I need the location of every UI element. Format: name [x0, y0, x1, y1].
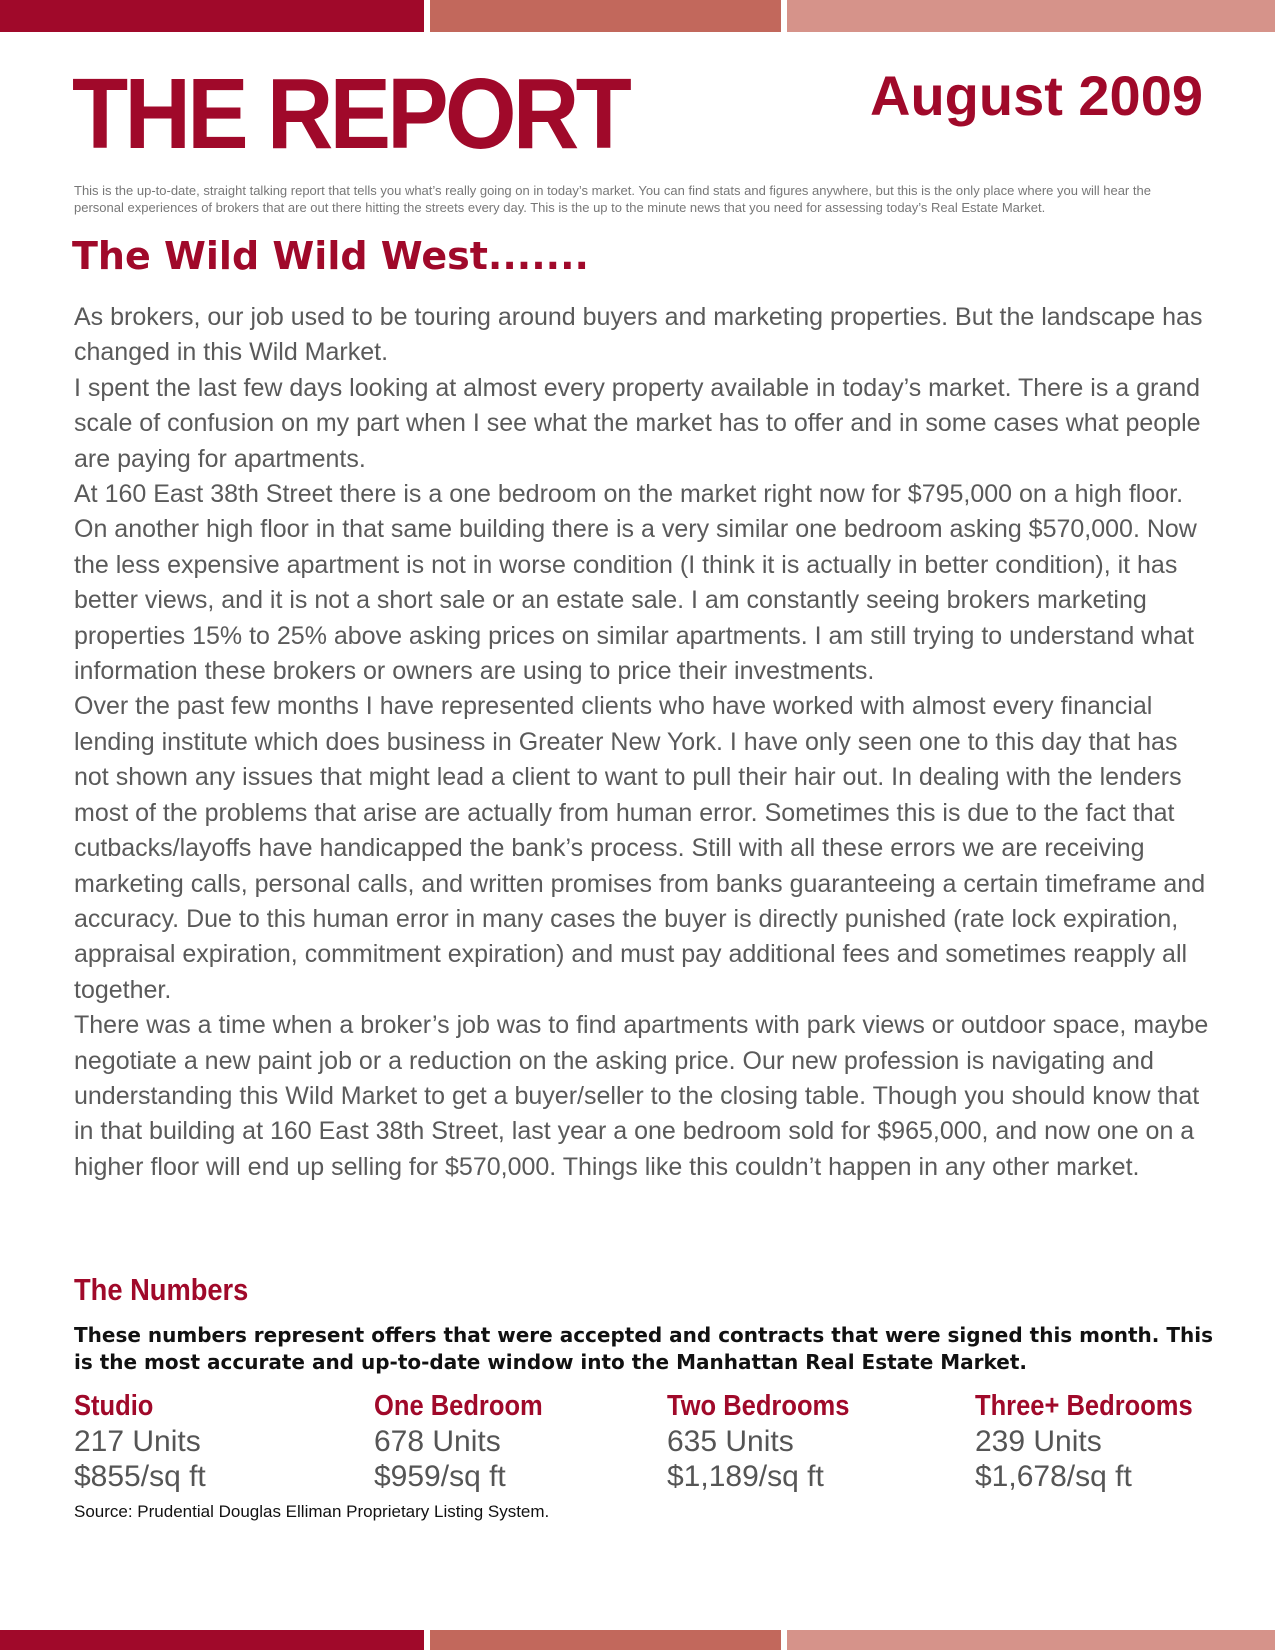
- stat-units: 678 Units: [374, 1425, 501, 1458]
- stat-label: Studio: [74, 1390, 154, 1422]
- stat-units: 635 Units: [667, 1425, 794, 1458]
- numbers-heading: The Numbers: [74, 1272, 249, 1307]
- bottom-bar-segment-dark: [0, 1630, 424, 1650]
- report-title: THE REPORT: [72, 58, 629, 170]
- source-note: Source: Prudential Douglas Elliman Proprietary Listing System.: [74, 1502, 550, 1521]
- numbers-description: These numbers represent offers that were accepted and contracts that were signed this month. This is the most accurate and up-to-date window into the Manhattan Real Estate Market.: [74, 1323, 1213, 1374]
- stat-one-bedroom: [374, 1388, 566, 1494]
- stat-price: $1,189/sq ft: [667, 1460, 824, 1493]
- stat-price: $959/sq ft: [374, 1460, 506, 1493]
- stat-label: Two Bedrooms: [667, 1390, 850, 1422]
- article-paragraph: There was a time when a broker’s job was to find apartments with park views or outdoor space, maybe negotiate a new paint job or a reduction on the asking price. Our new profession is navigating and understanding this Wild Market to get a buyer/seller to the closing table. Though you should know that in that building at 160 East 38th Street, last year a one bedroom sold for $965,000, and now one on a higher floor will end up selling for $570,000. Things like this couldn’t happen in any other market.: [74, 1011, 1209, 1181]
- bottom-bar-segment-mid: [430, 1630, 781, 1650]
- article-paragraph: As brokers, our job used to be touring around buyers and marketing properties. But the landscape has changed in this Wild Market.: [74, 303, 1203, 367]
- stat-units: 217 Units: [74, 1425, 201, 1458]
- top-bar-segment-light: [787, 0, 1275, 32]
- top-color-bar: [0, 0, 1275, 32]
- stat-two-bedrooms: [667, 1388, 874, 1494]
- article-paragraph: I spent the last few days looking at almost every property available in today’s market. There is a grand scale of confusion on my part when I see what the market has to offer and in some cases what people are paying for apartments.: [74, 373, 1201, 473]
- stat-price: $855/sq ft: [74, 1460, 206, 1493]
- stat-units: 239 Units: [975, 1425, 1102, 1458]
- article-paragraph: Over the past few months I have represented clients who have worked with almost every financial lending institute which does business in Greater New York. I have only seen one to this day that has not shown any issues that might lead a client to want to pull their hair out. In dealing with the lenders most of the problems that arise are actually from human error. Sometimes this is due to the fact that cutbacks/layoffs have handicapped the bank’s process. Still with all these errors we are receiving marketing calls, personal calls, and written promises from banks guaranteeing a certain timeframe and accuracy. Due to this human error in many cases the buyer is directly punished (rate lock expiration, appraisal expiration, commitment expiration) and must pay additional fees and sometimes reapply all together.: [74, 692, 1206, 1004]
- stat-price: $1,678/sq ft: [975, 1460, 1132, 1493]
- stat-label: Three+ Bedrooms: [975, 1390, 1193, 1422]
- top-bar-segment-mid: [430, 0, 781, 32]
- bottom-color-bar: [0, 1630, 1275, 1650]
- report-date: August 2009: [870, 64, 1203, 127]
- stat-studio: [74, 1388, 206, 1494]
- article-paragraph: At 160 East 38th Street there is a one bedroom on the market right now for $795,000 on a high floor. On another high floor in that same building there is a very similar one bedroom asking $570,000. Now the less expensive apartment is not in worse condition (I think it is actually in better condition), it has better views, and it is not a short sale or an estate sale. I am constantly seeing brokers marketing properties 15% to 25% above asking prices on similar apartments. I am still trying to understand what information these brokers or owners are using to price their investments.: [74, 480, 1197, 686]
- intro-text: This is the up-to-date, straight talking report that tells you what’s really going on in today’s market. You can find stats and figures anywhere, but this is the only place where you will hear the personal experiences of brokers that are out there hitting the streets every day. This is the up to the minute news that you need for assessing today’s Real Estate Market.: [74, 183, 1151, 215]
- stat-label: One Bedroom: [374, 1390, 543, 1422]
- top-bar-segment-dark: [0, 0, 424, 32]
- stat-three-plus-bedrooms: [975, 1388, 1222, 1494]
- article-body: [74, 300, 1209, 1185]
- bottom-bar-segment-light: [787, 1630, 1275, 1650]
- article-headline: The Wild Wild West.......: [72, 234, 589, 278]
